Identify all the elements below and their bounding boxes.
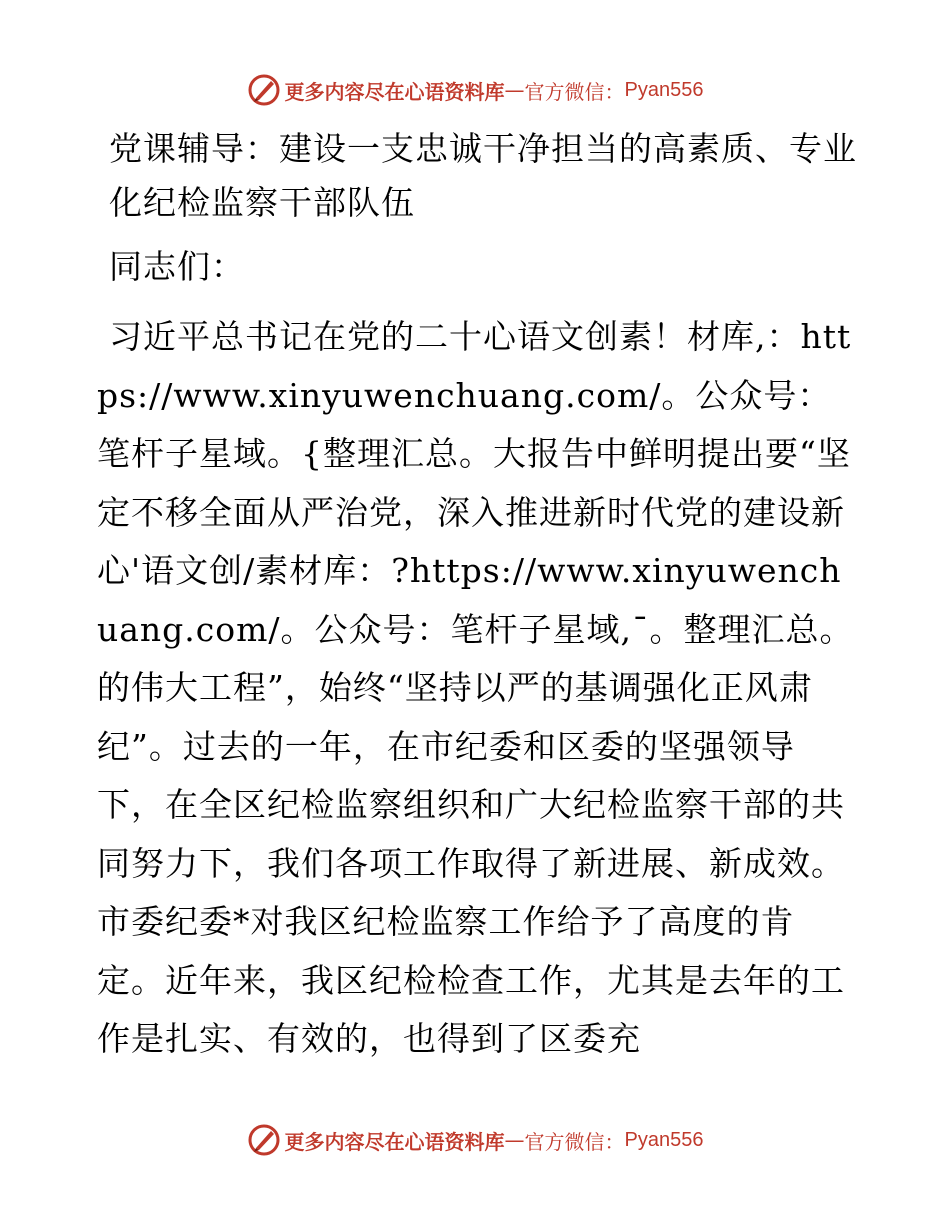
watermark-separator: — bbox=[504, 1128, 525, 1152]
watermark-banner-bottom bbox=[0, 1118, 950, 1162]
document-title: 党课辅导：建设一支忠诚干净担当的高素质、专业化纪检监察干部队伍 bbox=[109, 129, 857, 222]
quill-pen-logo-icon bbox=[247, 1123, 281, 1157]
watermark-handle: Pyan556 bbox=[624, 1128, 704, 1151]
watermark-separator: — bbox=[504, 78, 525, 102]
watermark-brand-text: 更多内容尽在心语资料库 bbox=[284, 1129, 505, 1154]
document-greeting: 同志们： bbox=[109, 247, 245, 286]
watermark-handle: Pyan556 bbox=[624, 78, 704, 101]
document-paragraph: 习近平总书记在党的二十心语文创素！材库,：https://www.xinyuwenchuang.com/。公众号：笔杆子星域。{整理汇总。大报告中鲜明提出要“坚定不移全面从严治党，深入推进新时代党的建设新心'语文创/素材库：?https://www.xinyuwenchuang.com/。公众号：笔杆子星域,¯。整理汇总。的伟大工程”，始终“坚持以严的基调强化正风肃纪”。过去的一年，在市纪委和区委的坚强领导下，在全区纪检监察组织和广大纪检监察干部的共同努力下，我们各项工作取得了新进展、新成效。市委纪委*对我区纪检监察工作给予了高度的肯定。近年来，我区纪检检查工作，尤其是去年的工作是扎实、有效的，也得到了区委充 bbox=[97, 317, 854, 1058]
watermark-banner-top bbox=[0, 68, 950, 112]
watermark-official-label: 官方微信： bbox=[524, 1129, 625, 1154]
document-content bbox=[97, 122, 857, 1069]
watermark-official-label: 官方微信： bbox=[524, 79, 625, 104]
quill-pen-logo-icon bbox=[247, 73, 281, 107]
watermark-brand-text: 更多内容尽在心语资料库 bbox=[284, 79, 505, 104]
